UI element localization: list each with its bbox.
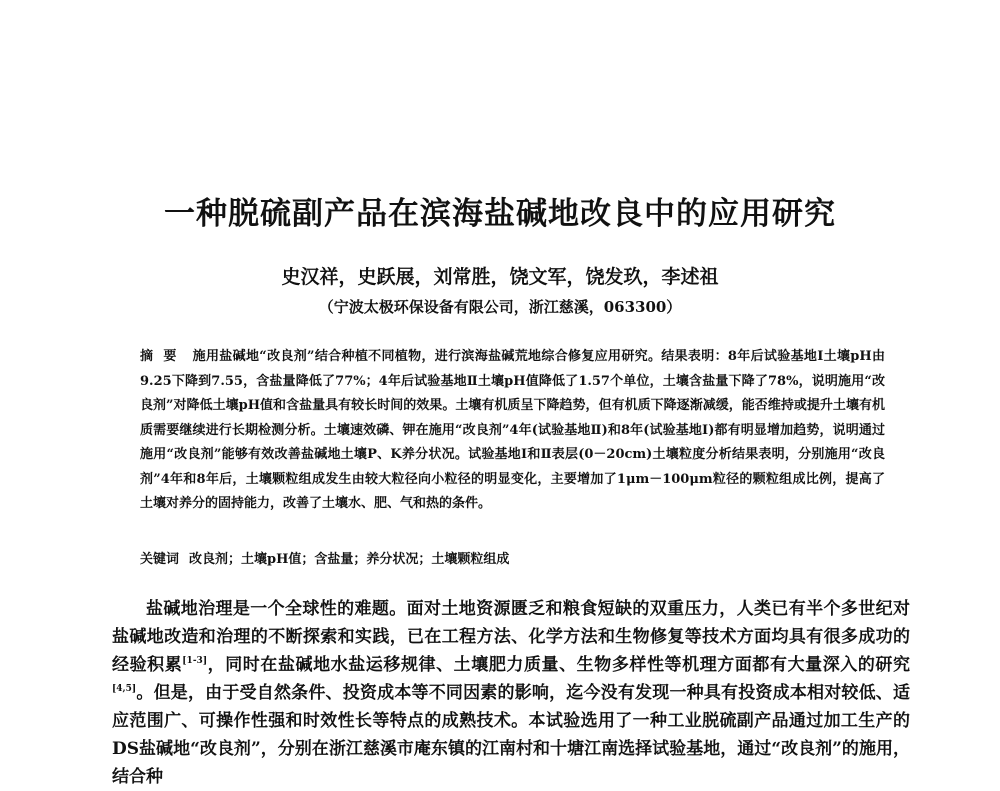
abstract-text: 施用盐碱地“改良剂”结合种植不同植物，进行滨海盐碱荒地综合修复应用研究。结果表明：8年后试验基地Ⅰ土壤pH由9.25下降到7.55，含盐量降低了77%；4年后试验基地Ⅱ土壤pH值降低了1.57个单位，土壤含盐量下降了78%，说明施用“改良剂”对降低土壤pH值和含盐量具有较长时间的效果。土壤有机质呈下降趋势，但有机质下降逐渐减缓，能否维持或提升土壤有机质需要继续进行长期检测分析。土壤速效磷、钾在施用“改良剂”4年(试验基地Ⅱ)和8年(试验基地Ⅰ)都有明显增加趋势，说明通过施用“改良剂”能够有效改善盐碱地土壤P、K养分状况。试验基地Ⅰ和Ⅱ表层(0－20cm)土壤粒度分析结果表明，分别施用“改良剂”4年和8年后，土壤颗粒组成发生由较大粒径向小粒径的明显变化，主要增加了1μm－100μm粒径的颗粒组成比例，提高了土壤对养分的固持能力，改善了土壤水、肥、气和热的条件。	[140, 349, 885, 511]
citation-4-5: [4,5]	[112, 684, 137, 694]
body-paragraph	[112, 595, 910, 791]
author-list: 史汉祥，史跃展，刘常胜，饶文军，饶发玖，李述祖	[281, 266, 719, 288]
paper-title: 一种脱硫副产品在滨海盐碱地改良中的应用研究	[164, 196, 836, 232]
body-text-part2: ，同时在盐碱地水盐运移规律、土壤肥力质量、生物多样性等机理方面都有大量深入的研究	[207, 655, 911, 675]
abstract	[140, 345, 885, 517]
keywords-text: 改良剂；土壤pH值；含盐量；养分状况；土壤颗粒组成	[189, 552, 510, 567]
body-text-part1: 盐碱地治理是一个全球性的难题。面对土地资源匮乏和粮食短缺的双重压力，人类已有半个多世纪对盐碱地改造和治理的不断探索和实践，已在工程方法、化学方法和生物修复等技术方面均具有很多成功的经验积累	[112, 599, 910, 675]
abstract-label: 摘要	[140, 349, 187, 364]
keywords	[140, 548, 885, 567]
keywords-label: 关键词	[140, 552, 180, 567]
citation-1-3: [1-3]	[182, 656, 208, 666]
affiliation: （宁波太极环保设备有限公司，浙江慈溪，063300）	[318, 298, 682, 316]
body-text-part3: 。但是，由于受自然条件、投资成本等不同因素的影响，迄今没有发现一种具有投资成本相对较低、适应范围广、可操作性强和时效性长等特点的成熟技术。本试验选用了一种工业脱硫副产品通过加工生产的DS盐碱地“改良剂”，分别在浙江慈溪市庵东镇的江南村和十塘江南选择试验基地，通过“改良剂”的施用，结合种	[112, 683, 910, 787]
